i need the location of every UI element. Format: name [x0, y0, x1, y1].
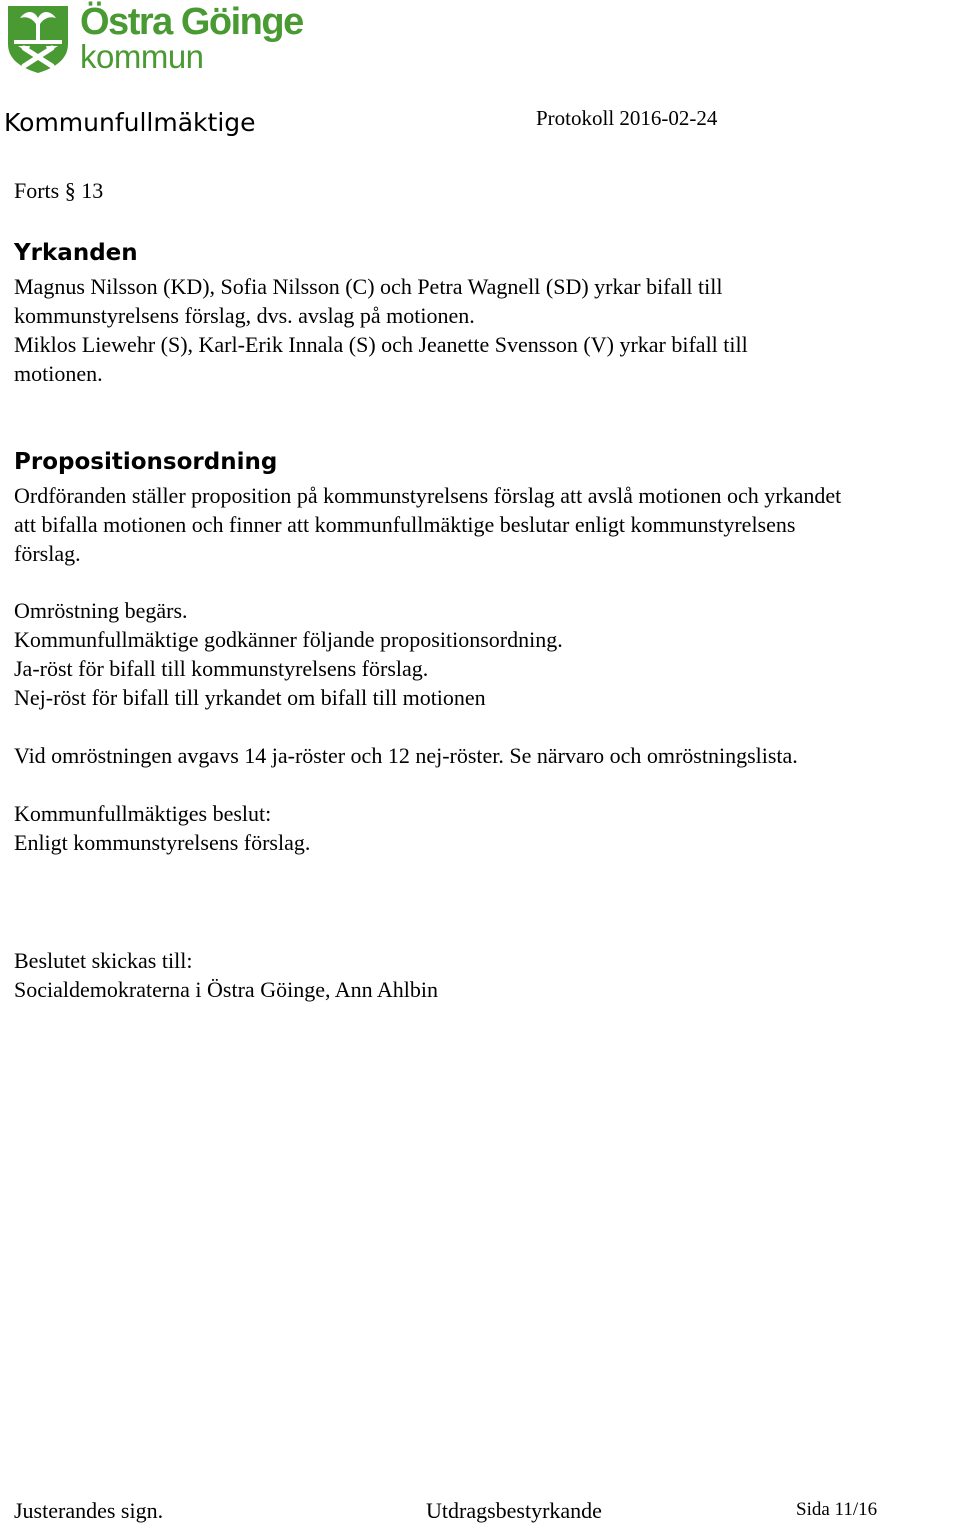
- text-line: Miklos Liewehr (S), Karl-Erik Innala (S) och Jeanette Svensson (V) yrkar bifall till: [14, 332, 748, 357]
- recipients-text: Socialdemokraterna i Östra Göinge, Ann Ahlbin: [14, 977, 439, 1002]
- recipients-label: Beslutet skickas till:: [14, 948, 193, 973]
- logo-line1: Östra Göinge: [80, 1, 303, 43]
- recipients: [14, 946, 959, 1004]
- omrostning-text: [14, 596, 959, 712]
- page-number: Sida 11/16: [796, 1499, 878, 1520]
- text-line: motionen.: [14, 361, 103, 386]
- footer-utdrag: Utdragsbestyrkande: [426, 1498, 602, 1523]
- vote-result: [14, 741, 959, 770]
- text-line: kommunstyrelsens förslag, dvs. avslag på motionen.: [14, 303, 475, 328]
- text-line: Vid omröstningen avgavs 14 ja-röster och 12 nej-röster. Se närvaro och omröstningslista.: [14, 743, 798, 768]
- footer-justerandes: Justerandes sign.: [14, 1498, 164, 1523]
- text-line: Omröstning begärs.: [14, 598, 188, 623]
- text-line: Kommunfullmäktige godkänner följande propositionsordning.: [14, 627, 563, 652]
- text-line: att bifalla motionen och finner att kommunfullmäktige beslutar enligt kommunstyrelsens: [14, 512, 796, 537]
- coat-of-arms-icon: [6, 4, 70, 74]
- decision-label: Kommunfullmäktiges beslut:: [14, 801, 272, 826]
- text-line: Ja-röst för bifall till kommunstyrelsens förslag.: [14, 656, 429, 681]
- text-line: Magnus Nilsson (KD), Sofia Nilsson (C) och Petra Wagnell (SD) yrkar bifall till: [14, 274, 723, 299]
- propositionsordning-heading: Propositionsordning: [14, 449, 278, 475]
- text-line: förslag.: [14, 541, 81, 566]
- propositionsordning-text: [14, 481, 959, 568]
- yrkanden-heading: Yrkanden: [14, 240, 138, 266]
- text-line: Nej-röst för bifall till yrkandet om bifall till motionen: [14, 685, 486, 710]
- decision: [14, 799, 959, 857]
- logo-line2: kommun: [80, 38, 204, 75]
- section-reference: Forts § 13: [14, 178, 104, 203]
- protocol-date: Protokoll 2016-02-24: [536, 106, 718, 130]
- text-line: Ordföranden ställer proposition på kommunstyrelsens förslag att avslå motionen och yrkandet: [14, 483, 842, 508]
- logo-wordmark: [80, 0, 303, 75]
- document-title: Kommunfullmäktige: [4, 108, 256, 137]
- decision-text: Enligt kommunstyrelsens förslag.: [14, 830, 311, 855]
- yrkanden-text: [14, 272, 959, 388]
